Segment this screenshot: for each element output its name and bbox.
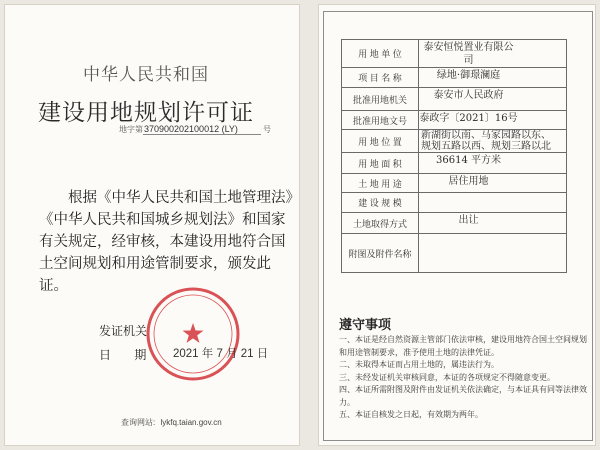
rule-item: 一、本证是经自然资源主管部门依法审核，建设用地符合国土空间规划和用途管制要求，准予使用土地的法律凭证。: [339, 335, 587, 357]
table-row: [342, 174, 567, 193]
table-row: [342, 40, 567, 68]
certificate-number-suffix: 号: [263, 125, 271, 134]
table-row: [342, 193, 567, 213]
table-row: [342, 111, 567, 130]
row-value: 36614 平方米: [419, 153, 567, 174]
row-value: 泰安恒悦置业有限公司: [419, 40, 567, 68]
row-value: [419, 234, 567, 273]
row-value: 泰政字〔2021〕16号: [419, 111, 567, 130]
certificate-number-prefix: 地字第: [119, 125, 143, 134]
rule-item: 三、未经发证机关审核同意，本证的各项规定不得随意变更。: [339, 372, 555, 382]
row-label: 用 地 位 置: [342, 130, 419, 153]
permit-details-table: [341, 39, 567, 273]
rules-heading: 遵守事项: [339, 317, 392, 332]
official-seal: [145, 286, 241, 382]
row-label: 用 地 面 积: [342, 153, 419, 174]
seal-star-icon: [183, 323, 204, 343]
row-value: 新湖街以南、马家园路以东、规划五路以西、规划三路以北: [419, 130, 567, 153]
rule-item: 二、未取得本证而占用土地的，属违法行为。: [339, 360, 499, 369]
row-label: 用 地 单 位: [342, 40, 419, 68]
rules-list: [339, 334, 593, 422]
row-value: 出让: [419, 213, 567, 234]
issue-date-value: 2021 年 7 月 21 日: [173, 348, 269, 360]
rule-item: 五、本证自核发之日起，有效期为两年。: [339, 410, 483, 419]
row-value: 居住用地: [419, 174, 567, 193]
table-row: [342, 213, 567, 234]
row-value: 绿地·御璟澜庭: [419, 68, 567, 88]
row-label: 建 设 规 模: [342, 193, 419, 213]
row-label: 批准用地文号: [342, 111, 419, 130]
certificate-details-page: [318, 4, 596, 446]
row-label: 批准用地机关: [342, 88, 419, 111]
certificate-cover-page: [4, 4, 300, 446]
query-website-line: [121, 417, 222, 428]
table-row: [342, 130, 567, 153]
table-row: [342, 153, 567, 174]
certificate-number-line: [119, 124, 271, 135]
rule-item: 四、本证所需附图及附件由发证机关依法确定，与本证具有同等法律效力。: [339, 385, 587, 407]
row-label: 附图及附件名称: [342, 234, 419, 273]
row-label: 土地取得方式: [342, 213, 419, 234]
certificate-title: 建设用地规划许可证: [38, 99, 254, 125]
table-row: [342, 68, 567, 88]
row-value: 泰安市人民政府: [419, 88, 567, 111]
row-value: [419, 193, 567, 213]
query-website-label: 查询网站:: [121, 418, 156, 427]
row-label: 土 地 用 途: [342, 174, 419, 193]
certificate-statement: 根据《中华人民共和国土地管理法》《中华人民共和国城乡规划法》和国家有关规定，经审核，本建设用地符合国土空间规划和用途管制要求，颁发此证。: [39, 190, 293, 294]
country-name: 中华人民共和国: [83, 65, 209, 84]
table-row: [342, 88, 567, 111]
issuing-authority-label: 发证机关: [99, 324, 148, 338]
table-row: [342, 234, 567, 273]
query-website-url: lykfq.taian.gov.cn: [160, 418, 222, 427]
certificate-number: 370900202100012 (LY): [143, 124, 261, 135]
issue-date-label: 日 期: [99, 348, 147, 362]
row-label: 项 目 名 称: [342, 68, 419, 88]
